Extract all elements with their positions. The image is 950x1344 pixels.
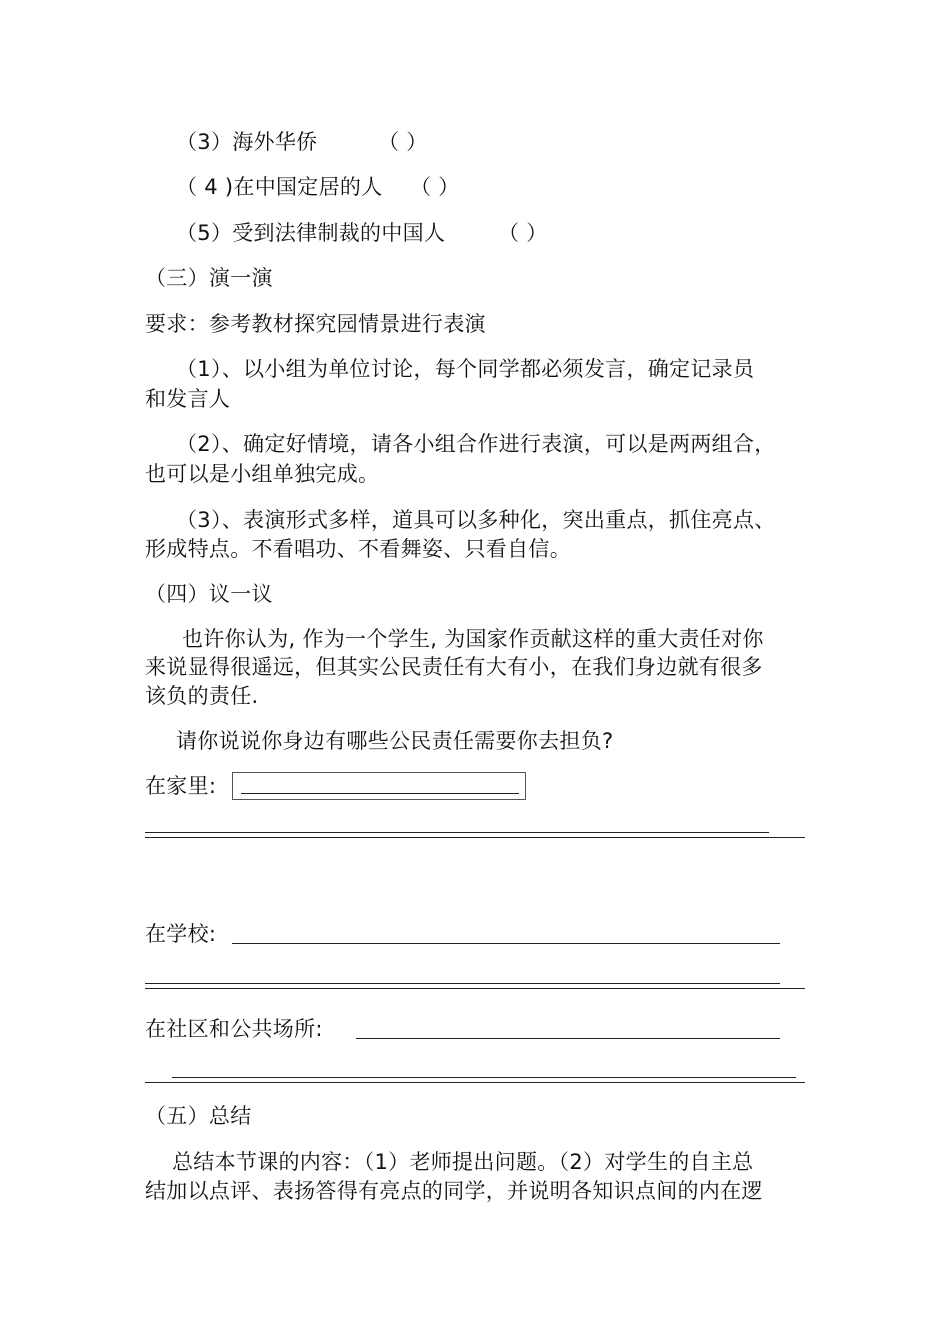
section-3-requirement: 要求：参考教材探究园情景进行表演 bbox=[145, 312, 486, 336]
school-label: 在学校: bbox=[145, 922, 217, 946]
section-4-para-line-1: 也许你认为, 作为一个学生, 为国家作贡献这样的重大责任对你 bbox=[182, 627, 764, 651]
requirement-2-line-1: （2）、确定好情境，请各小组合作进行表演，可以是两两组合， bbox=[176, 432, 776, 456]
item-4-answer-paren[interactable]: （ ） bbox=[410, 175, 460, 199]
community-label: 在社区和公共场所: bbox=[145, 1017, 323, 1041]
section-5-para-line-1: 总结本节课的内容：（1）老师提出问题。（2）对学生的自主总 bbox=[172, 1150, 754, 1174]
requirement-1-line-2: 和发言人 bbox=[145, 387, 231, 411]
community-answer-line-2a[interactable] bbox=[172, 1077, 796, 1078]
school-answer-line-1[interactable] bbox=[232, 943, 780, 944]
section-3-heading: （三）演一演 bbox=[145, 266, 273, 290]
item-5-answer-paren[interactable]: （ ） bbox=[498, 221, 548, 245]
section-5-heading: （五）总结 bbox=[145, 1104, 252, 1128]
school-answer-line-2a[interactable] bbox=[145, 983, 780, 984]
section-4-para-line-2: 来说显得很遥远，但其实公民责任有大有小，在我们身边就有很多 bbox=[145, 655, 763, 679]
section-4-heading: （四）议一议 bbox=[145, 582, 273, 606]
requirement-3-line-1: （3）、表演形式多样，道具可以多种化，突出重点，抓住亮点、 bbox=[176, 508, 776, 532]
home-answer-field[interactable] bbox=[232, 772, 526, 800]
item-3-text: （3）海外华侨 bbox=[176, 130, 318, 154]
section-4-question: 请你说说你身边有哪些公民责任需要你去担负? bbox=[176, 729, 614, 753]
community-answer-line-2b bbox=[145, 1082, 805, 1083]
home-answer-line-2b bbox=[145, 837, 805, 838]
item-4-text: （ 4 )在中国定居的人 bbox=[176, 175, 383, 199]
item-5-text: （5）受到法律制裁的中国人 bbox=[176, 221, 446, 245]
section-4-para-line-3: 该负的责任. bbox=[145, 684, 259, 708]
item-3-answer-paren[interactable]: （ ） bbox=[378, 130, 428, 154]
school-answer-line-2b bbox=[145, 988, 805, 989]
home-answer-underline bbox=[241, 793, 519, 794]
home-answer-line-2a[interactable] bbox=[145, 832, 769, 833]
requirement-3-line-2: 形成特点。不看唱功、不看舞姿、只看自信。 bbox=[145, 537, 571, 561]
section-5-para-line-2: 结加以点评、表扬答得有亮点的同学，并说明各知识点间的内在逻 bbox=[145, 1179, 763, 1203]
community-answer-line-1[interactable] bbox=[356, 1038, 780, 1039]
home-label: 在家里: bbox=[145, 774, 217, 798]
requirement-1-line-1: （1）、以小组为单位讨论，每个同学都必须发言，确定记录员 bbox=[176, 357, 755, 381]
requirement-2-line-2: 也可以是小组单独完成。 bbox=[145, 462, 380, 486]
